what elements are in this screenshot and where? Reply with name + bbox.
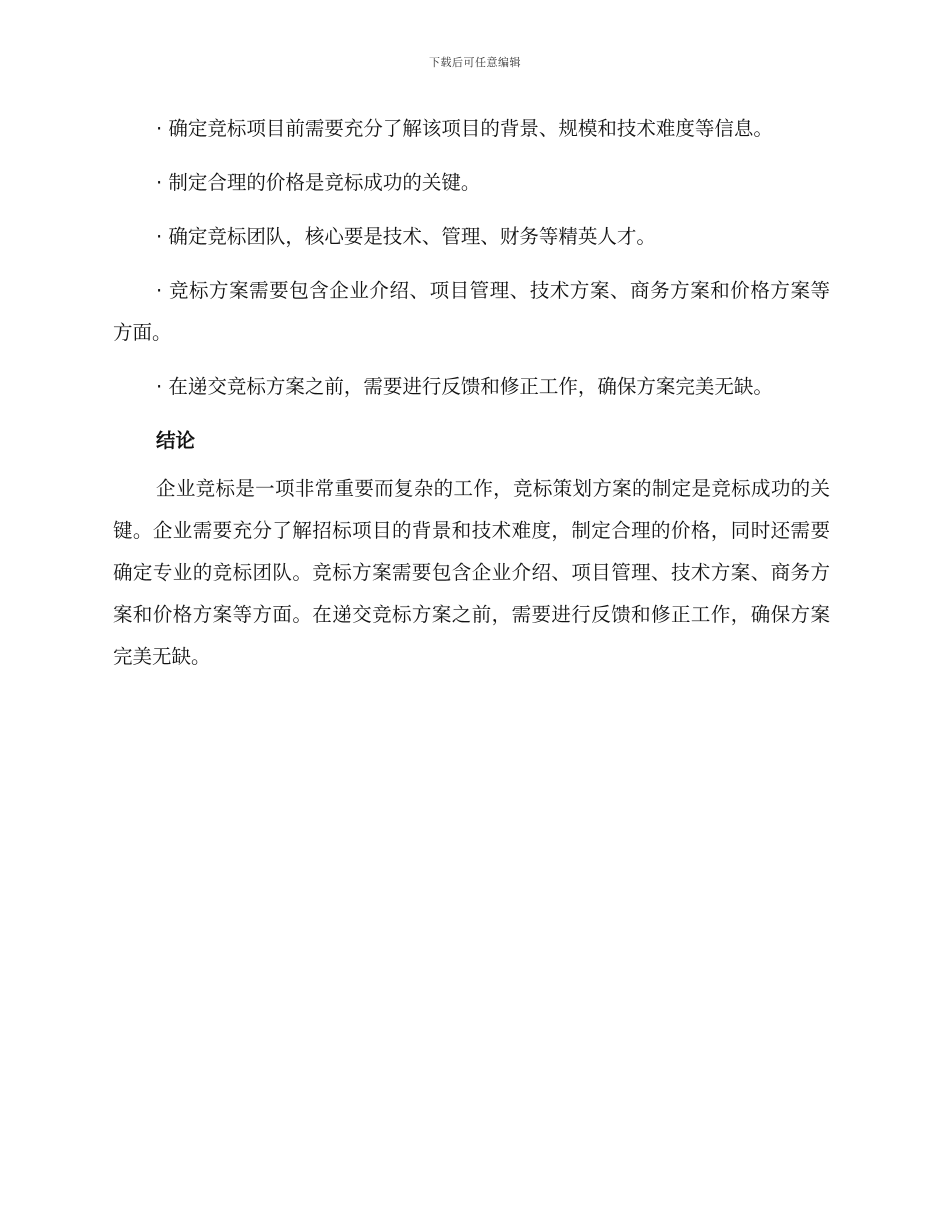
bullet-item: · 在递交竞标方案之前，需要进行反馈和修正工作，确保方案完美无缺。 <box>156 375 773 398</box>
bullet-item: · 确定竞标团队，核心要是技术、管理、财务等精英人才。 <box>156 225 656 248</box>
bullet-item: · 制定合理的价格是竞标成功的关键。 <box>156 171 481 194</box>
header-note: 下载后可任意编辑 <box>429 56 521 69</box>
bullet-item: · 竞标方案需要包含企业介绍、项目管理、技术方案、商务方案和价格方案等方面。 <box>113 279 830 344</box>
conclusion-paragraph: 企业竞标是一项非常重要而复杂的工作，竞标策划方案的制定是竞标成功的关键。企业需要充分了解招标项目的背景和技术难度，制定合理的价格，同时还需要确定专业的竞标团队。竞标方案需要包含企业介绍、项目管理、技术方案、商务方案和价格方案等方面。在递交竞标方案之前，需要进行反馈和修正工作，确保方案完美无缺。 <box>113 477 830 668</box>
conclusion-heading: 结论 <box>156 429 196 452</box>
document-body <box>113 108 830 678</box>
bullet-item: · 确定竞标项目前需要充分了解该项目的背景、规模和技术难度等信息。 <box>156 117 773 140</box>
